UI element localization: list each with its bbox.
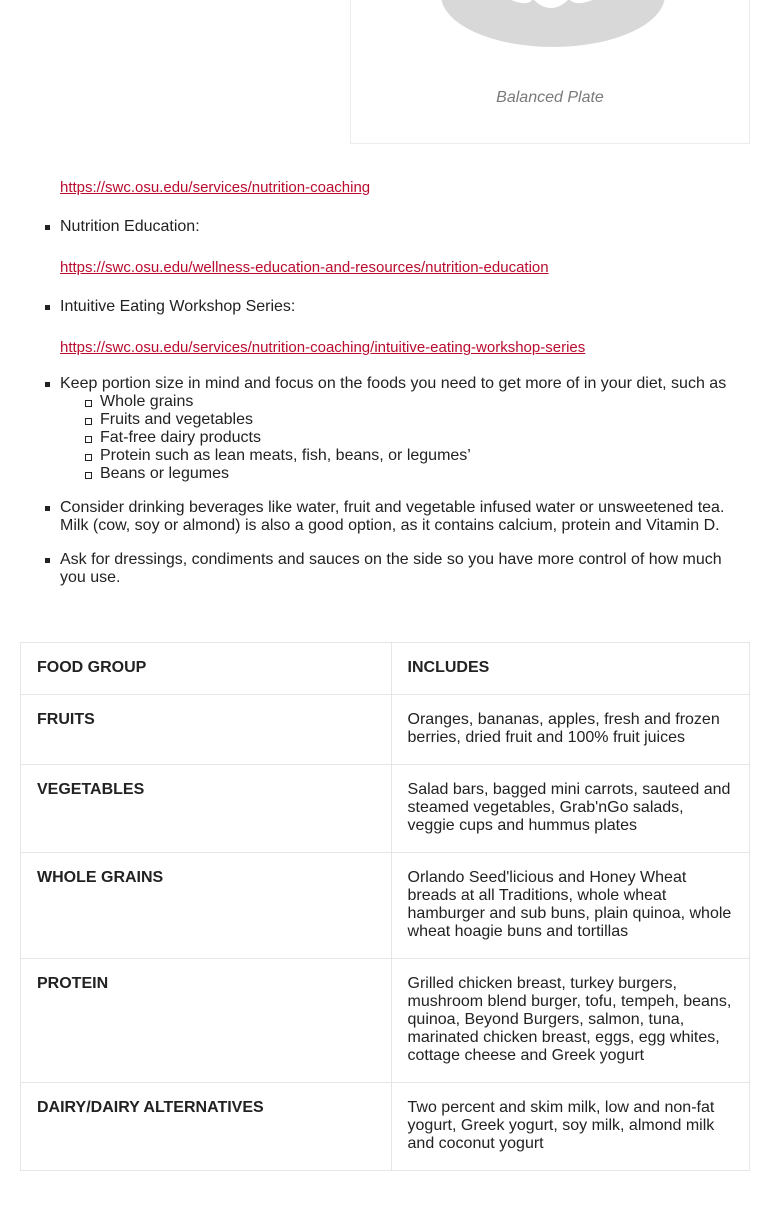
food-group-table — [20, 642, 750, 1171]
table-row — [21, 853, 750, 959]
figure-caption: Balanced Plate — [496, 89, 604, 106]
workshop-series-link[interactable]: https://swc.osu.edu/services/nutrition-coaching/intuitive-eating-workshop-series — [60, 339, 586, 356]
portion-sub-item: Fruits and vegetables — [100, 411, 253, 428]
portion-sub-item: Protein such as lean meats, fish, beans, or legumes’ — [100, 447, 471, 464]
includes-cell: Salad bars, bagged mini carrots, sauteed and steamed vegetables, Grab'nGo salads, veggie cups and hummus plates — [391, 765, 749, 853]
portion-sub-item: Beans or legumes — [100, 465, 229, 482]
list-item-beverages: Consider drinking beverages like water, fruit and vegetable infused water or unsweetened tea. Milk (cow, soy or almond) is also a good option, as it contains calcium, protein and Vitamin D. — [60, 499, 740, 535]
includes-cell: Oranges, bananas, apples, fresh and frozen berries, dried fruit and 100% fruit juices — [391, 695, 749, 765]
list-item-dressings: Ask for dressings, condiments and sauces on the side so you have more control of how much you use. — [60, 551, 740, 587]
includes-cell: Grilled chicken breast, turkey burgers, mushroom blend burger, tofu, tempeh, beans, quinoa, Beyond Burgers, salmon, tuna, marinated chicken breast, eggs, egg whites, cottage cheese and Greek yogurt — [391, 959, 749, 1083]
list-item-education: Nutrition Education: — [60, 218, 740, 236]
nutrition-education-link[interactable]: https://swc.osu.edu/wellness-education-and-resources/nutrition-education — [60, 259, 549, 276]
list-item-workshop: Intuitive Eating Workshop Series: — [60, 298, 740, 316]
header-includes: INCLUDES — [391, 643, 749, 695]
table-row — [21, 765, 750, 853]
food-group-cell: FRUITS — [21, 695, 392, 765]
nutrition-coaching-link[interactable]: https://swc.osu.edu/services/nutrition-coaching — [60, 179, 371, 196]
table-row — [21, 959, 750, 1083]
portion-sub-item: Fat-free dairy products — [100, 429, 261, 446]
food-group-cell: WHOLE GRAINS — [21, 853, 392, 959]
table-row — [21, 695, 750, 765]
food-group-cell: DAIRY/DAIRY ALTERNATIVES — [21, 1083, 392, 1171]
portion-sub-item: Whole grains — [100, 393, 194, 410]
header-food-group: FOOD GROUP — [21, 643, 392, 695]
balanced-plate-figure — [350, 0, 750, 144]
food-group-cell: VEGETABLES — [21, 765, 392, 853]
list-item-portion: Keep portion size in mind and focus on the foods you need to get more of in your diet, such as — [60, 375, 740, 393]
table-header-row — [21, 643, 750, 695]
includes-cell: Two percent and skim milk, low and non-fat yogurt, Greek yogurt, soy milk, almond milk and coconut yogurt — [391, 1083, 749, 1171]
table-row — [21, 1083, 750, 1171]
food-group-cell: PROTEIN — [21, 959, 392, 1083]
balanced-plate-icon — [351, 0, 750, 55]
includes-cell: Orlando Seed'licious and Honey Wheat breads at all Traditions, whole wheat hamburger and sub buns, plain quinoa, whole wheat hoagie buns and tortillas — [391, 853, 749, 959]
